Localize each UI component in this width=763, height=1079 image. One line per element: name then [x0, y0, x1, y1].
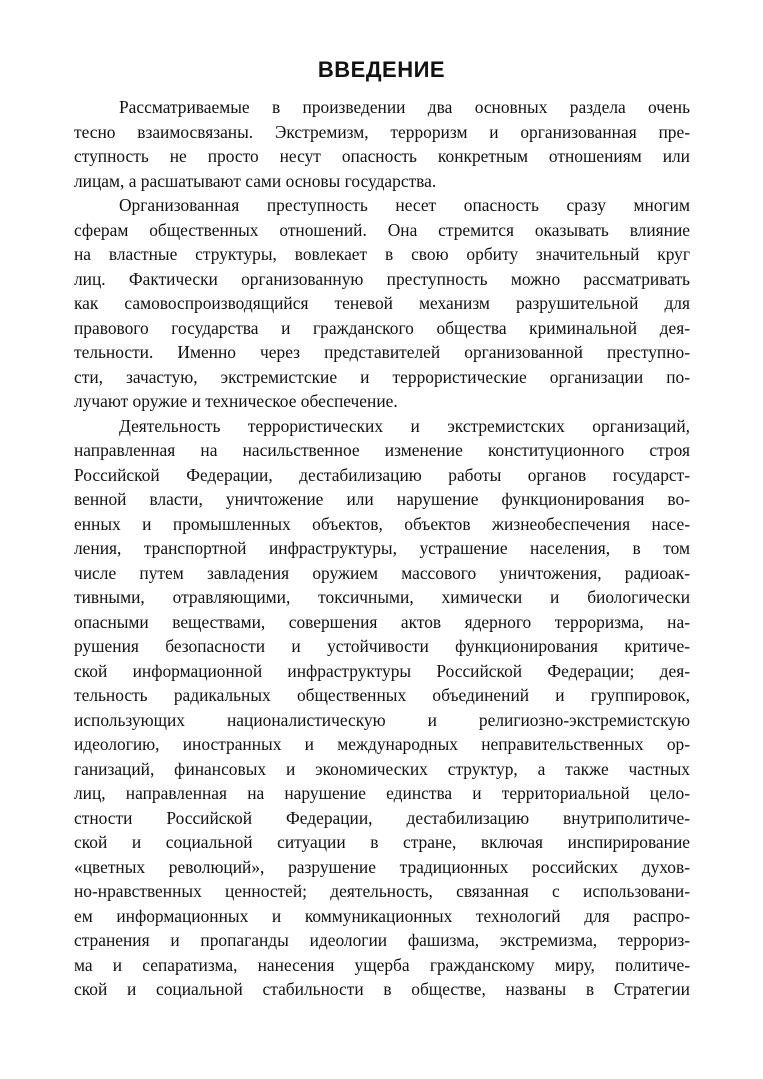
text-line: тельности. Именно через представителей организованной преступно- [74, 342, 690, 362]
text-line: ем информационных и коммуникационных технологий для распро- [74, 905, 690, 926]
text-line: сферам общественных отношений. Она стремится оказывать влияние [74, 219, 690, 240]
text-line: венной власти, уничтожение или нарушение функционирования во- [74, 489, 690, 509]
text-line: на властные структуры, вовлекает в свою орбиту значительный круг [74, 244, 690, 264]
text-line: Рассматриваемые в произведении два основных раздела очень [119, 97, 690, 117]
text-line: стности Российской Федерации, дестабилизацию внутриполитиче- [74, 807, 690, 828]
text-line: рушения безопасности и устойчивости функционирования критиче- [74, 636, 690, 656]
text-line: ступность не просто несут опасность конкретным отношениям или [74, 146, 690, 166]
text-line: лиц, направленная на нарушение единства и территориальной цело- [74, 783, 690, 803]
text-line: «цветных революций», разрушение традиционных российских духов- [74, 856, 690, 877]
page-title: ВВЕДЕНИЕ [317, 57, 446, 82]
text-line: лицам, а расшатывают сами основы государства. [74, 170, 437, 191]
text-line: как самовоспроизводящийся теневой механизм разрушительной для [74, 293, 690, 313]
text-line: идеологию, иностранных и международных неправительственных ор- [74, 734, 690, 754]
text-line: тесно взаимосвязаны. Экстремизм, терроризм и организованная пре- [74, 121, 690, 142]
text-line: тивными, отравляющими, токсичными, химически и биологически [74, 587, 690, 607]
text-line: использующих националистическую и религиозно-экстремистскую [74, 709, 690, 730]
text-line: енных и промышленных объектов, объектов жизнеобеспечения насе- [74, 513, 690, 534]
text-line: но-нравственных ценностей; деятельность, связанная с использовани- [74, 881, 690, 901]
text-line: сти, зачастую, экстремистские и террористические организации по- [74, 366, 690, 387]
text-line: числе путем завладения оружием массового уничтожения, радиоак- [74, 562, 690, 583]
text-line: Деятельность террористических и экстремистских организаций, [119, 415, 690, 436]
text-line: Российской Федерации, дестабилизацию работы органов государст- [74, 464, 690, 485]
text-line: ской информационной инфраструктуры Российской Федерации; дея- [74, 660, 690, 681]
text-line: ской и социальной ситуации в стране, включая инспирирование [74, 832, 690, 852]
text-line: лучают оружие и техническое обеспечение. [74, 391, 398, 411]
text-line: направленная на насильственное изменение конституционного строя [74, 440, 690, 460]
text-line: ления, транспортной инфраструктуры, устрашение населения, в том [74, 538, 690, 558]
text-line: ской и социальной стабильности в обществе, названы в Стратегии [74, 979, 690, 999]
text-line: ма и сепаратизма, нанесения ущерба гражданскому миру, политиче- [74, 954, 690, 975]
text-line: опасными веществами, совершения актов ядерного терроризма, на- [74, 611, 690, 632]
text-line: странения и пропаганды идеологии фашизма, экстремизма, террориз- [74, 930, 690, 950]
text-line: правового государства и гражданского общества криминальной дея- [74, 317, 690, 338]
text-line: ганизаций, финансовых и экономических структур, а также частных [74, 758, 690, 779]
text-line: тельность радикальных общественных объединений и группировок, [74, 685, 690, 705]
text-line: лиц. Фактически организованную преступность можно рассматривать [74, 268, 690, 289]
body-text [74, 95, 690, 1002]
text-line: Организованная преступность несет опасность сразу многим [119, 195, 690, 215]
